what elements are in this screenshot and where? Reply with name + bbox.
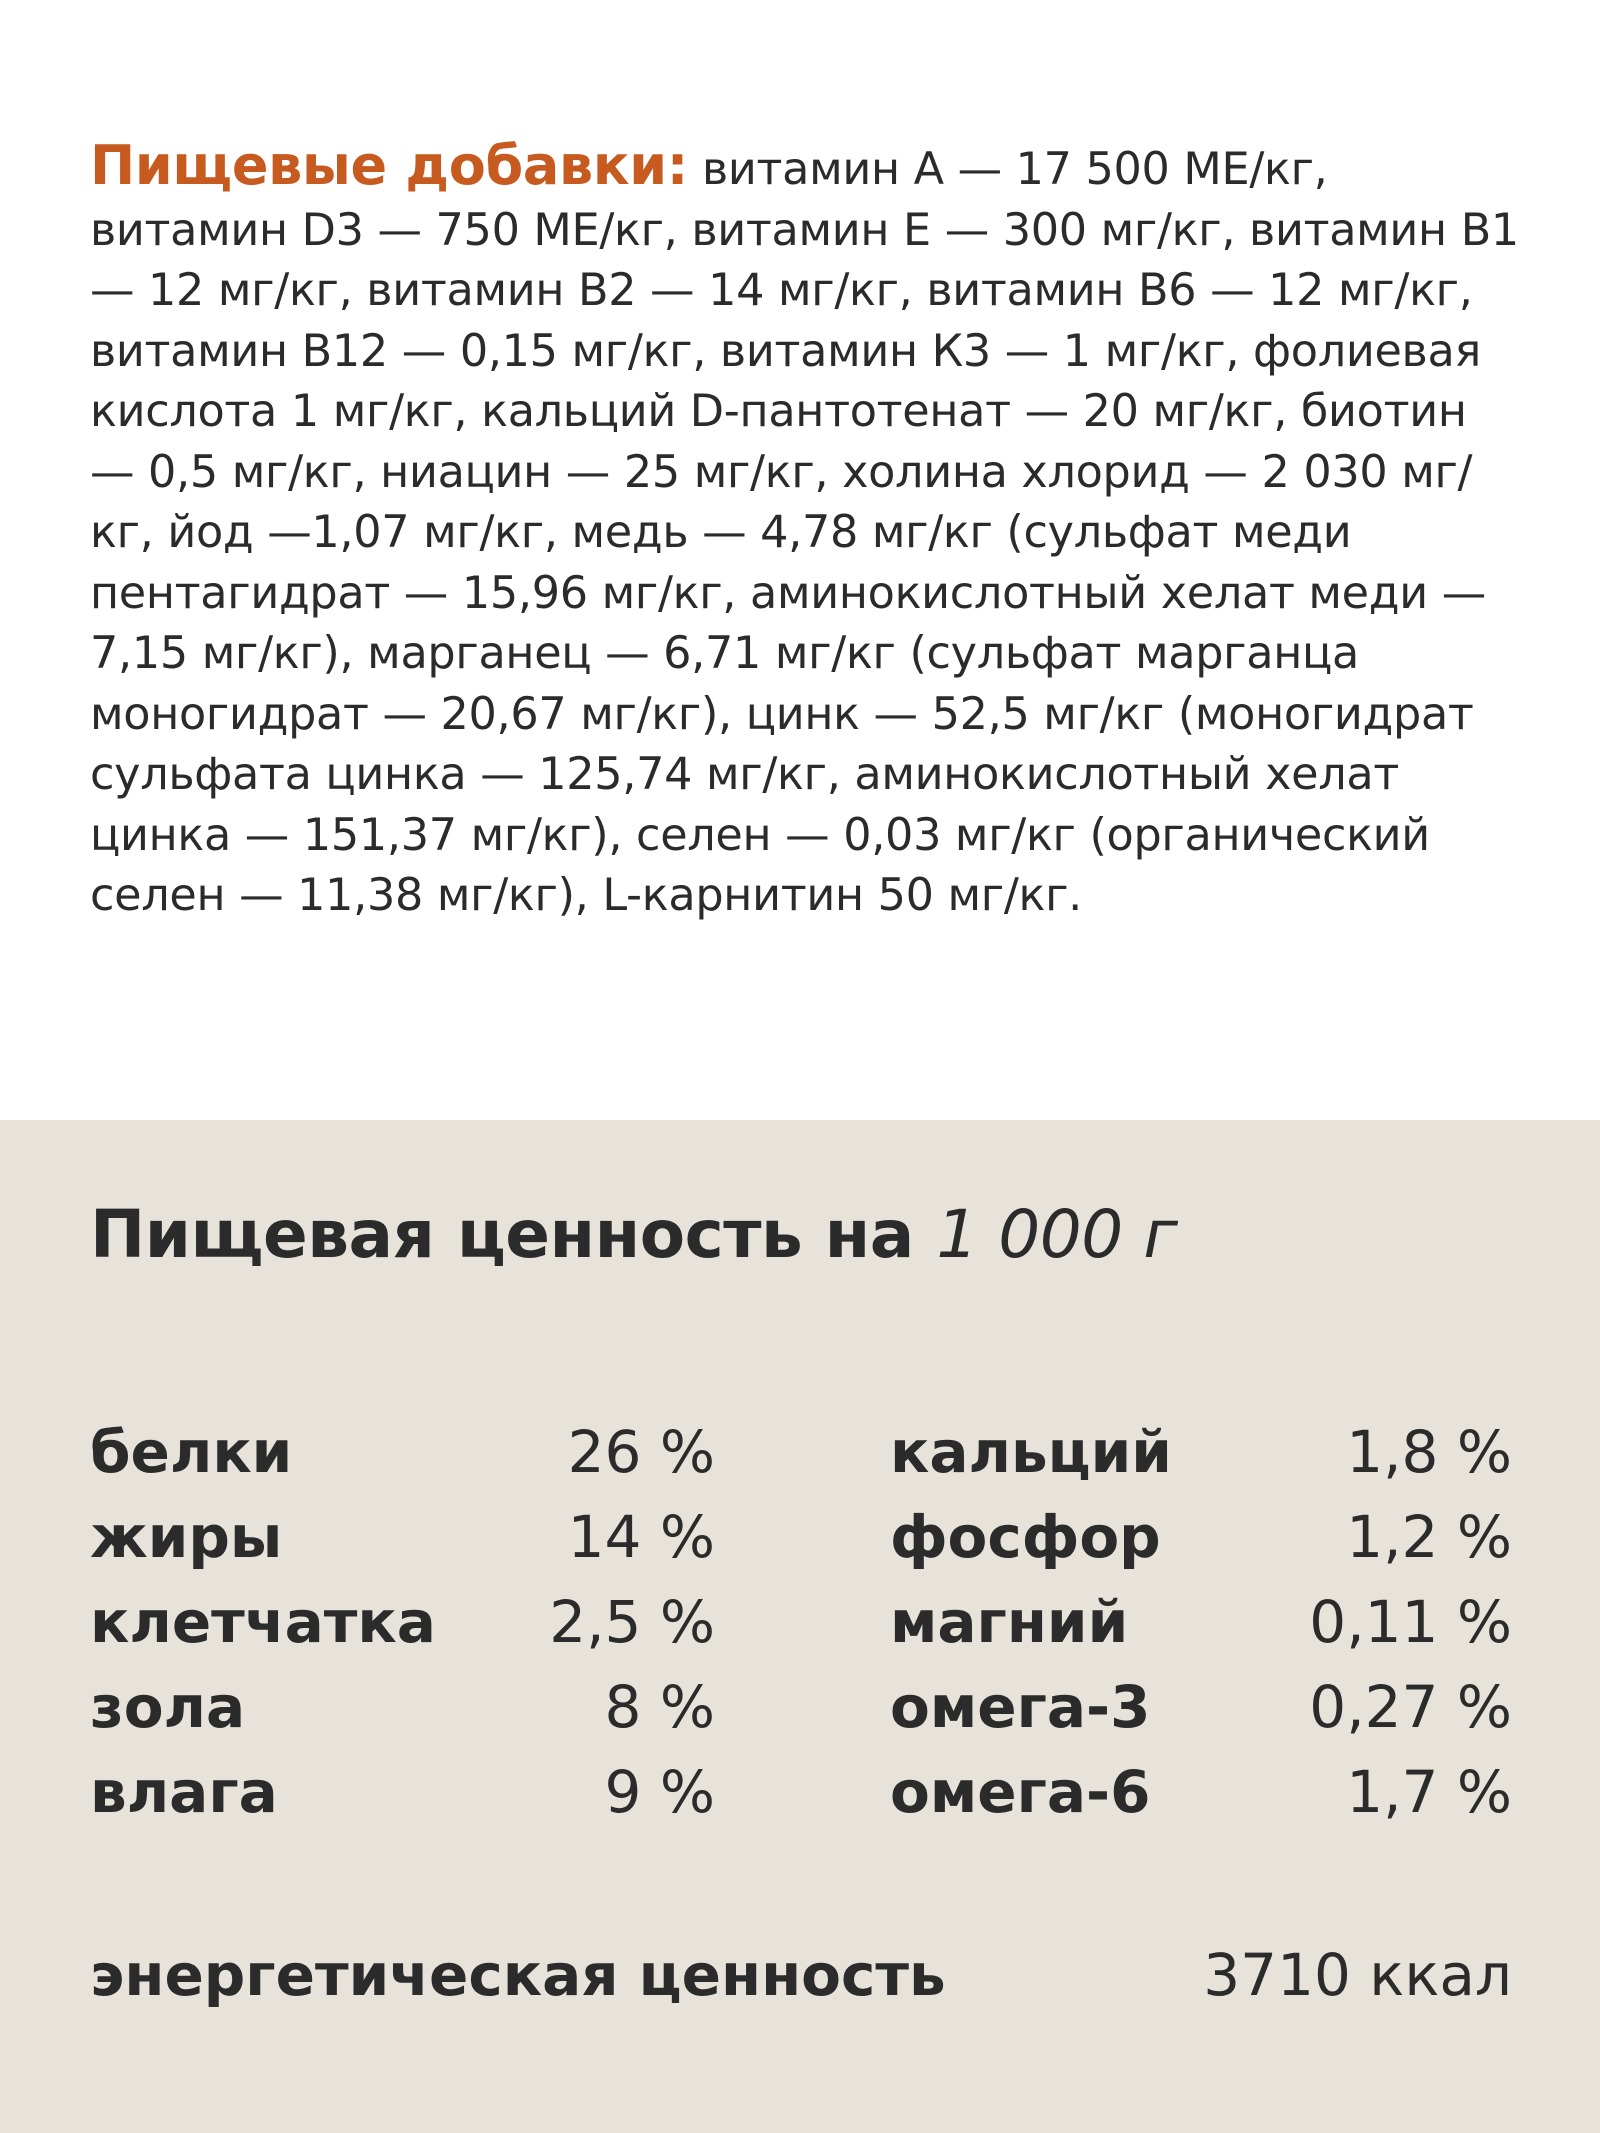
additives-text: витамин А — 17 500 МЕ/кг, витамин D3 — 750 МЕ/кг, витамин Е — 300 мг/кг, витамин В1 — 12 мг/кг, витамин В2 — 14 мг/кг, витамин В6 — 12 мг/кг, витамин В12 — 0,15 мг/кг, витамин К3 — 1 мг/кг, фолиевая кислота 1 мг/кг, кальций D-пантотенат — 20 мг/кг, биотин — 0,5 мг/кг, ниацин — 25 мг/кг, холина хлорид — 2 030 мг/кг, йод —1,07 мг/кг, медь — 4,78 мг/кг (сульфат меди пентагидрат — 15,96 мг/кг, аминокислотный хелат меди — 7,15 мг/кг), марганец — 6,71 мг/кг (сульфат марганца моногидрат — 20,67 мг/кг), цинк — 52,5 мг/кг (моногидрат сульфата цинка — 125,74 мг/кг, аминокислотный хелат цинка — 151,37 мг/кг), селен — 0,03 мг/кг (органический селен — 11,38 мг/кг), L-карнитин 50 мг/кг. bbox=[90, 144, 1519, 921]
nutrient-row-calcium bbox=[890, 1410, 1512, 1495]
nutrient-value: 9 % bbox=[604, 1758, 715, 1826]
nutrient-value: 26 % bbox=[567, 1418, 715, 1486]
nutrition-title bbox=[90, 1195, 1177, 1275]
nutrient-value: 2,5 % bbox=[549, 1588, 715, 1656]
nutrient-value: 14 % bbox=[567, 1503, 715, 1571]
nutrient-name: влага bbox=[90, 1758, 278, 1826]
nutrient-row-fat bbox=[90, 1495, 715, 1580]
nutrient-value: 1,7 % bbox=[1346, 1758, 1512, 1826]
nutrient-name: жиры bbox=[90, 1503, 283, 1571]
nutrient-row-fiber bbox=[90, 1580, 715, 1665]
nutrition-right-column bbox=[890, 1410, 1512, 1835]
nutrient-name: омега-6 bbox=[890, 1758, 1151, 1826]
nutrient-row-omega3 bbox=[890, 1665, 1512, 1750]
nutrient-value: 0,11 % bbox=[1309, 1588, 1512, 1656]
nutrient-name: фосфор bbox=[890, 1503, 1161, 1571]
nutrient-value: 0,27 % bbox=[1309, 1673, 1512, 1741]
nutrient-row-phosphorus bbox=[890, 1495, 1512, 1580]
nutrition-left-column bbox=[90, 1410, 715, 1835]
nutrition-title-text: Пищевая ценность на bbox=[90, 1196, 914, 1273]
energy-label: энергетическая ценность bbox=[90, 1941, 946, 2009]
nutrient-row-moisture bbox=[90, 1750, 715, 1835]
nutrient-value: 1,8 % bbox=[1346, 1418, 1512, 1486]
nutrition-amount: 1 000 г bbox=[936, 1196, 1178, 1273]
nutrition-panel bbox=[0, 1120, 1600, 2133]
nutrient-value: 1,2 % bbox=[1346, 1503, 1512, 1571]
nutrient-name: клетчатка bbox=[90, 1588, 436, 1656]
additives-paragraph bbox=[90, 136, 1520, 927]
nutrient-name: магний bbox=[890, 1588, 1129, 1656]
nutrient-row-ash bbox=[90, 1665, 715, 1750]
nutrient-value: 8 % bbox=[604, 1673, 715, 1741]
nutrient-row-protein bbox=[90, 1410, 715, 1495]
nutrient-name: белки bbox=[90, 1418, 293, 1486]
energy-row bbox=[90, 1930, 1512, 2020]
nutrient-name: зола bbox=[90, 1673, 246, 1741]
energy-value: 3710 ккал bbox=[1203, 1941, 1512, 2009]
nutrient-name: омега-3 bbox=[890, 1673, 1151, 1741]
nutrient-row-magnesium bbox=[890, 1580, 1512, 1665]
nutrient-row-omega6 bbox=[890, 1750, 1512, 1835]
nutrient-name: кальций bbox=[890, 1418, 1172, 1486]
additives-label: Пищевые добавки: bbox=[90, 134, 689, 197]
